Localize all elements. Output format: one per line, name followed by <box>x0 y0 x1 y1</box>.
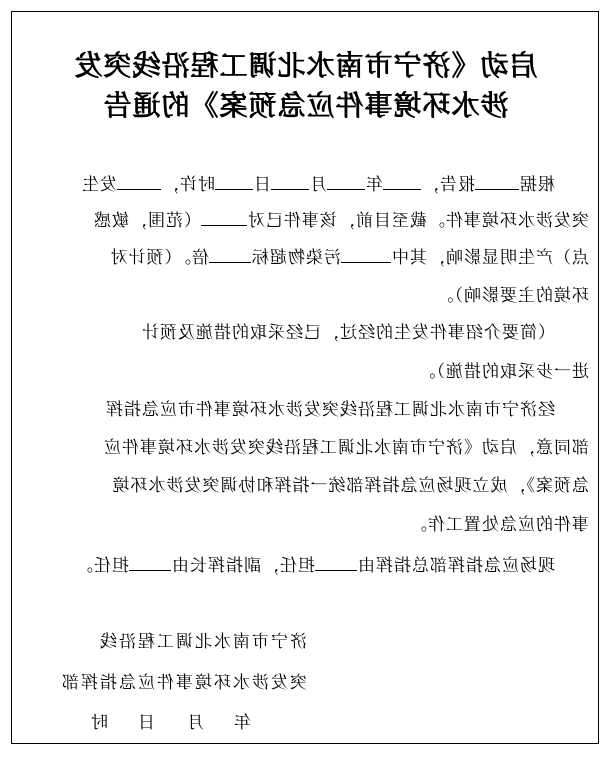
signature-org-line-2: 突发涉水环境事件应急指挥部 <box>60 673 307 693</box>
hour-blank <box>215 171 253 190</box>
pollutant-line: 点）产生明显影响，其中污染物超标倍。（预计对 <box>110 244 590 270</box>
signature-org-line-1: 济宁市南水北调工程沿线 <box>98 632 307 652</box>
approval-line-3: 急预案》，成立现场应急指挥部统一指挥和协调突发涉水环境 <box>111 476 589 496</box>
process-line: （简要介绍事件发生的经过，已经采取的措施及预计 <box>141 323 555 343</box>
commander-blank <box>315 552 357 571</box>
year-blank <box>383 171 421 190</box>
pollutant-blank <box>341 244 391 263</box>
document-title-line-1: 启动《济宁市南水北调工程沿线突发 <box>73 49 538 82</box>
approval-line-4: 事件的应急处置工作。 <box>409 515 589 535</box>
event-line: 突发涉水环境事件。截至目前，该事件已对（范围，敏感 <box>93 207 589 233</box>
reporter-blank <box>475 171 519 190</box>
signature-date: 年月日时 <box>89 713 251 733</box>
commander-line: 现场应急指挥部总指挥由担任，副指挥长由担任。 <box>75 552 589 578</box>
multiple-blank <box>209 244 251 263</box>
approval-line-2: 部同意，启动《济宁市南水北调工程沿线突发涉水环境事件应 <box>103 438 589 458</box>
impact-line: 环境的主要影响）。 <box>435 286 589 306</box>
location-blank <box>117 171 161 190</box>
report-line: 根据报告，年月日时许，发生 <box>81 171 589 197</box>
affected-area-blank <box>201 207 247 226</box>
measures-line: 进一步采取的措施）。 <box>417 362 589 382</box>
month-blank <box>327 171 365 190</box>
day-blank <box>271 171 309 190</box>
document-title-line-2: 涉水环境事件应急预案》的通告 <box>102 89 509 122</box>
approval-line-1: 经济宁市南水北调工程沿线突发涉水环境事件市应急指挥 <box>105 400 555 420</box>
deputy-blank <box>129 552 171 571</box>
